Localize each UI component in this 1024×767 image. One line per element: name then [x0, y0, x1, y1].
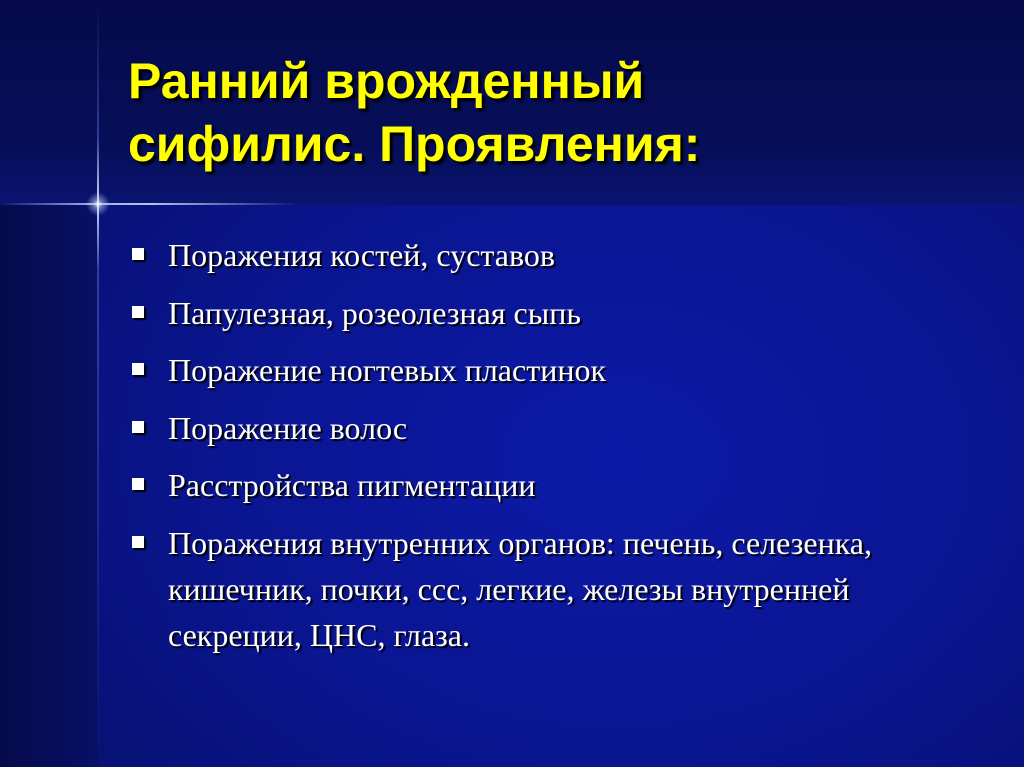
square-bullet-icon	[132, 478, 144, 490]
list-item	[128, 405, 988, 451]
list-item-text: Поражение ногтевых пластинок	[168, 352, 606, 388]
list-item	[128, 462, 988, 508]
list-item	[128, 290, 988, 336]
sparkle-star	[86, 192, 110, 216]
square-bullet-icon	[132, 248, 144, 260]
vertical-light-line	[97, 0, 99, 767]
list-item-text: Расстройства пигментации	[168, 467, 536, 503]
left-band	[0, 205, 98, 767]
square-bullet-icon	[132, 363, 144, 375]
list-item	[128, 520, 988, 658]
square-bullet-icon	[132, 536, 144, 548]
square-bullet-icon	[132, 421, 144, 433]
slide-title	[128, 50, 700, 176]
list-item-text: Папулезная, розеолезная сыпь	[168, 294, 581, 331]
list-item	[128, 232, 988, 278]
list-item-text: Поражение волос	[168, 409, 408, 446]
square-bullet-icon	[132, 306, 144, 318]
list-item-text: Поражения костей, суставов	[168, 237, 555, 273]
bullet-list	[128, 232, 988, 669]
list-item-text: Поражения внутренних органов: печень, селезенка, кишечник, почки, ссс, легкие, железы внутренней секреции, ЦНС, глаза.	[168, 524, 872, 653]
list-item	[128, 347, 988, 393]
slide-title-line-2: сифилис. Проявления:	[128, 116, 701, 172]
slide-title-line-1: Ранний врожденный	[128, 53, 645, 109]
horizontal-light-line	[0, 203, 300, 205]
